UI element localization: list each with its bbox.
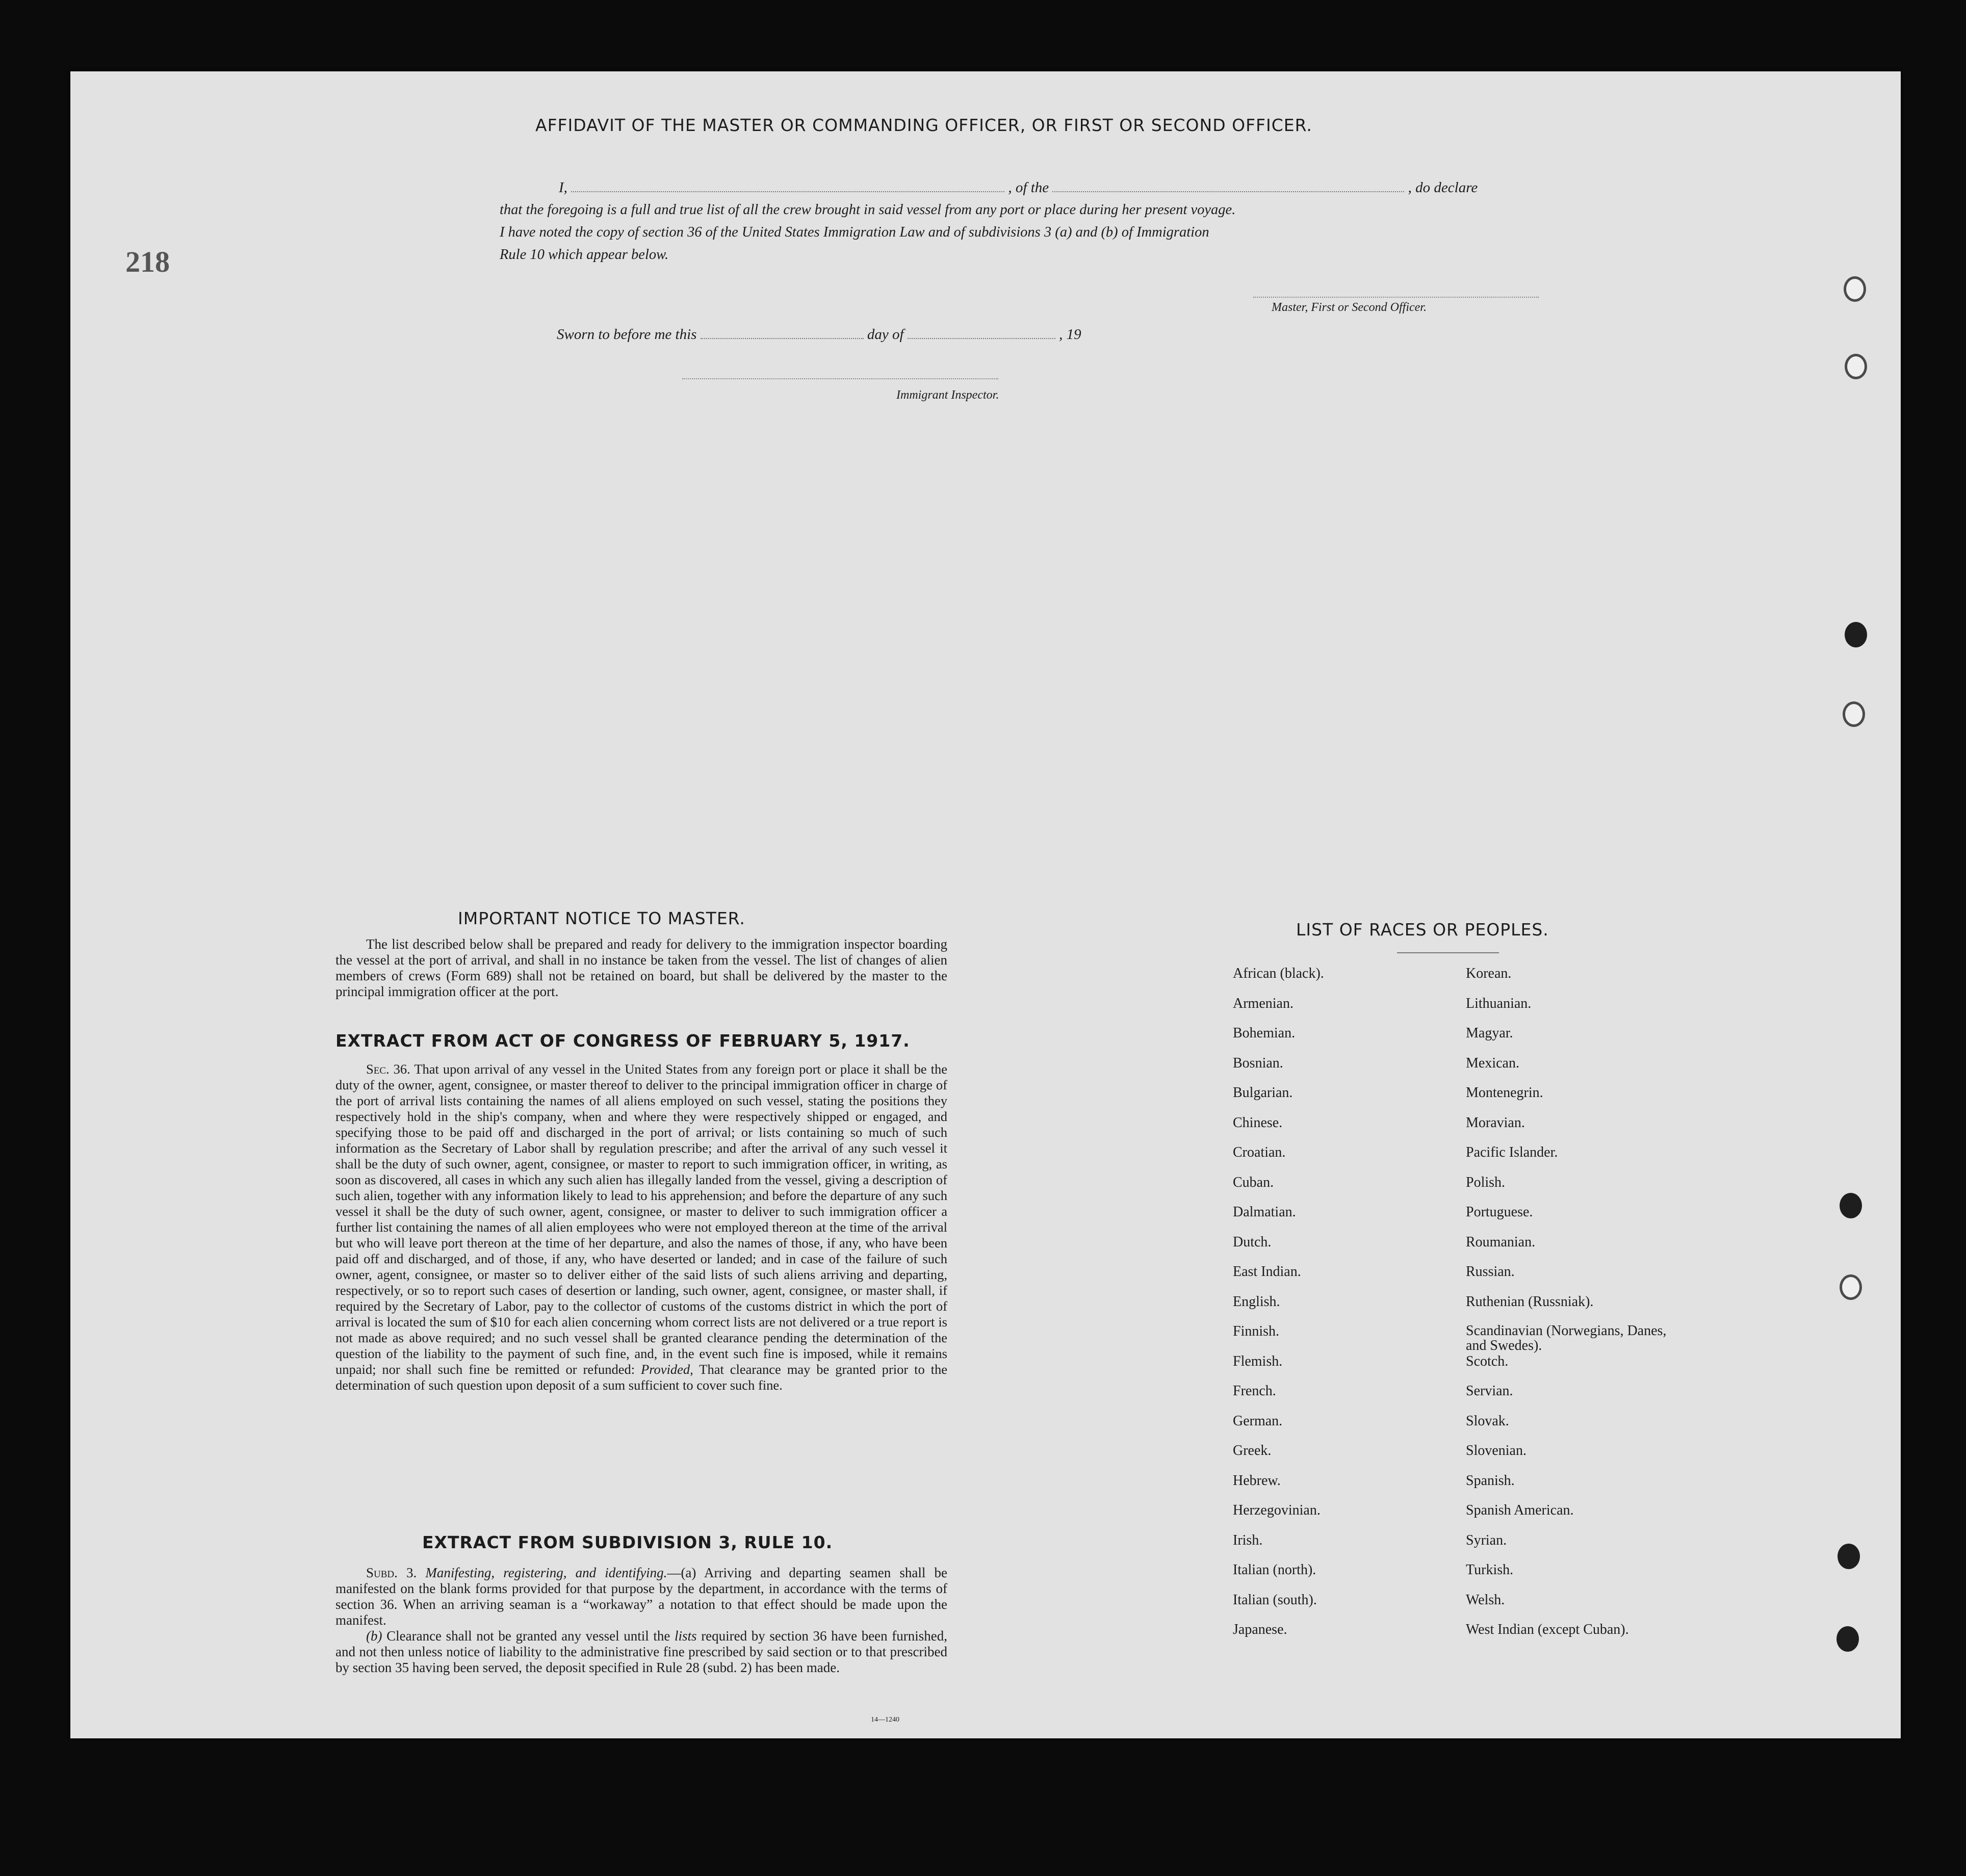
races-column-1 [1233, 966, 1324, 1652]
binder-hole [1844, 276, 1866, 302]
race-item: Spanish. [1466, 1472, 1515, 1489]
race-item: Roumanian. [1466, 1234, 1536, 1250]
binder-hole [1838, 1544, 1860, 1569]
race-item: Finnish. [1233, 1323, 1280, 1339]
race-item: Hebrew. [1233, 1472, 1281, 1489]
races-column-2 [1466, 966, 1680, 1652]
name-blank [571, 191, 1004, 192]
binder-hole [1845, 354, 1867, 379]
section-36-text-end: That clearance may be granted prior to the determination of such question upon deposit of a sum sufficient to cover such fine. [335, 1362, 948, 1393]
race-item: Chinese. [1233, 1114, 1283, 1131]
sworn-line [557, 326, 1081, 343]
race-item: Servian. [1466, 1383, 1513, 1399]
race-item: Moravian. [1466, 1114, 1525, 1131]
notice-text: The list described below shall be prepared and ready for delivery to the immigration inspector boarding the vessel at the port of arrival, and shall in no instance be taken from the vessel. The list of changes of alien members of crews (Form 689) shall not be retained on board, but shall be delivered by the master to the principal immigration officer at the port. [335, 936, 947, 999]
sworn-prefix: Sworn to before me this [557, 326, 697, 343]
paragraph-b-lists: lists [675, 1628, 697, 1644]
affidavit-title: AFFIDAVIT OF THE MASTER OR COMMANDING OFFICER, OR FIRST OR SECOND OFFICER. [535, 115, 1312, 135]
declaration-line-4: Rule 10 which appear below. [500, 247, 669, 263]
binder-hole [1843, 701, 1865, 727]
master-signature-line [1253, 296, 1539, 298]
declaration-line-1 [559, 179, 1478, 196]
race-item: Bohemian. [1233, 1025, 1296, 1041]
race-item: Scotch. [1466, 1353, 1509, 1369]
binder-hole [1836, 1626, 1859, 1652]
paragraph-b-post: required by section 36 have been furnished, and not then unless notice of liability to the administrative fine prescribed by said section or to that prescribed by section 35 having been served, the deposit specified in Rule 28 (subd. 2) has been made. [335, 1628, 948, 1675]
race-item: Japanese. [1233, 1622, 1287, 1637]
race-item: Italian (south). [1233, 1592, 1317, 1608]
race-item: Bosnian. [1233, 1055, 1283, 1071]
declare-end: , do declare [1408, 179, 1478, 196]
races-title-rule [1397, 952, 1499, 953]
race-item: Irish. [1233, 1532, 1263, 1548]
declare-of-the: , of the [1008, 179, 1049, 196]
vessel-blank [1052, 191, 1404, 192]
paragraph-b-pre: Clearance shall not be granted any vessel until the [386, 1628, 670, 1644]
race-item: Russian. [1466, 1264, 1515, 1280]
race-item: English. [1233, 1293, 1280, 1310]
sworn-day: day of [867, 326, 904, 343]
race-item: Greek. [1233, 1443, 1272, 1458]
bleed-through-text [325, 122, 337, 160]
race-item: Bulgarian. [1233, 1085, 1293, 1101]
section-label: Sec. 36. [366, 1061, 410, 1077]
race-item: Spanish American. [1466, 1502, 1574, 1518]
margin-number: 218 [125, 245, 170, 278]
subdivision-label: Subd. 3. [366, 1565, 417, 1580]
race-item: African (black). [1233, 966, 1324, 981]
rule-extract-body [335, 1565, 947, 1676]
subdivision-heading: Manifesting, registering, and identifying. [425, 1565, 667, 1580]
sworn-date-blank [701, 338, 864, 339]
binder-hole [1840, 1193, 1862, 1218]
race-item: Slovak. [1466, 1413, 1509, 1429]
race-item: Portuguese. [1466, 1204, 1533, 1220]
paragraph-a: —(a) Arriving and departing seamen shall be manifested on the blank forms provided for that purpose by the department, in accordance with the terms of section 36. When an arriving seaman is a “workaway” a notation to that effect should be made upon the manifest. [335, 1565, 947, 1628]
notice-body [335, 936, 947, 1000]
race-item: Herzegovinian. [1233, 1502, 1321, 1518]
binder-hole [1840, 1274, 1862, 1300]
race-item: Cuban. [1233, 1174, 1274, 1190]
race-item: Pacific Islander. [1466, 1144, 1558, 1160]
provided-word: Provided, [641, 1362, 693, 1377]
inspector-signature-line [682, 377, 998, 379]
race-item: Lithuanian. [1466, 995, 1532, 1011]
race-item: Turkish. [1466, 1562, 1514, 1578]
inspector-label: Immigrant Inspector. [896, 388, 999, 402]
binder-hole [1845, 622, 1867, 647]
race-item: Montenegrin. [1466, 1085, 1543, 1101]
race-item: Scandinavian (Norwegians, Danes, and Swedes). [1466, 1323, 1667, 1353]
race-item: West Indian (except Cuban). [1466, 1622, 1629, 1637]
race-item: East Indian. [1233, 1264, 1301, 1280]
race-item: Ruthenian (Russniak). [1466, 1293, 1594, 1310]
document-page [70, 71, 1901, 1738]
race-item: Armenian. [1233, 995, 1294, 1011]
race-item: Polish. [1466, 1174, 1506, 1190]
race-item: French. [1233, 1383, 1276, 1399]
declare-i: I, [559, 179, 567, 196]
section-36-text: That upon arrival of any vessel in the United States from any foreign port or place it shall be the duty of the owner, agent, consignee, or master thereof to deliver to the principal immigration officer in charge of the port of arrival lists containing the names of all aliens employed on such vessel, stating the positions they respectively hold in the ship's company, when and where they were respectively shipped or engaged, and specifying those to be paid off and discharged in the port of arrival; or lists containing so much of such information as the Secretary of Labor shall by regulation prescribe; and after the arrival of any such vessel it shall be the duty of such owner, agent, consignee, or master to report to such immigration officer, in writing, as soon as discovered, all cases in which any such alien has illegally landed from the vessel, giving a description of such alien, together with any information likely to lead to his apprehension; and before the departure of any such vessel it shall be the duty of such owner, agent, consignee, or master to deliver to such immigration officer a further list containing the names of all alien employees who were not employed thereon at the time of the arrival but who will leave port thereon at the time of her departure, and also the names of those, if any, who have been paid off and discharged, and of those, if any, who have deserted or landed; and in case of the failure of such owner, agent, consignee, or master so to deliver either of the said lists of such aliens arriving and departing, respectively, or so to report such cases of desertion or landing, such owner, agent, consignee, or master shall, if required by the Secretary of Labor, pay to the collector of customs of the customs district in which the port of arrival is located the sum of $10 for each alien concerning whom correct lists are not delivered or a true report is not made as above required; and no such vessel shall be granted clearance pending the determination of the question of the liability to the payment of such fine, and, in the event such fine is imposed, while it remains unpaid; nor shall such fine be remitted or refunded: [335, 1061, 947, 1377]
notice-title: IMPORTANT NOTICE TO MASTER. [458, 908, 745, 928]
sworn-year: , 19 [1059, 326, 1081, 343]
act-extract-body [335, 1061, 947, 1393]
race-item: Mexican. [1466, 1055, 1519, 1071]
race-item: Flemish. [1233, 1353, 1283, 1369]
master-signature-label: Master, First or Second Officer. [1272, 301, 1427, 314]
rule-extract-title: EXTRACT FROM SUBDIVISION 3, RULE 10. [422, 1532, 833, 1552]
race-item: Italian (north). [1233, 1562, 1316, 1578]
race-item: Dutch. [1233, 1234, 1272, 1250]
race-item: Korean. [1466, 966, 1512, 981]
race-item: Magyar. [1466, 1025, 1513, 1041]
race-item: German. [1233, 1413, 1283, 1429]
declaration-line-2: that the foregoing is a full and true list of all the crew brought in said vessel from any port or place during her present voyage. [500, 202, 1236, 218]
race-item: Dalmatian. [1233, 1204, 1296, 1220]
form-number: 14—1240 [871, 1716, 899, 1724]
race-item: Syrian. [1466, 1532, 1507, 1548]
act-extract-title: EXTRACT FROM ACT OF CONGRESS OF FEBRUARY 5, 1917. [335, 1031, 910, 1051]
race-item: Slovenian. [1466, 1443, 1527, 1458]
race-item: Welsh. [1466, 1592, 1505, 1608]
paragraph-b-label: (b) [366, 1628, 382, 1644]
sworn-month-blank [908, 338, 1055, 339]
declaration-line-3: I have noted the copy of section 36 of the United States Immigration Law and of subdivisions 3 (a) and (b) of Immigration [500, 224, 1209, 240]
races-title: LIST OF RACES OR PEOPLES. [1296, 920, 1549, 940]
race-item: Croatian. [1233, 1144, 1286, 1160]
